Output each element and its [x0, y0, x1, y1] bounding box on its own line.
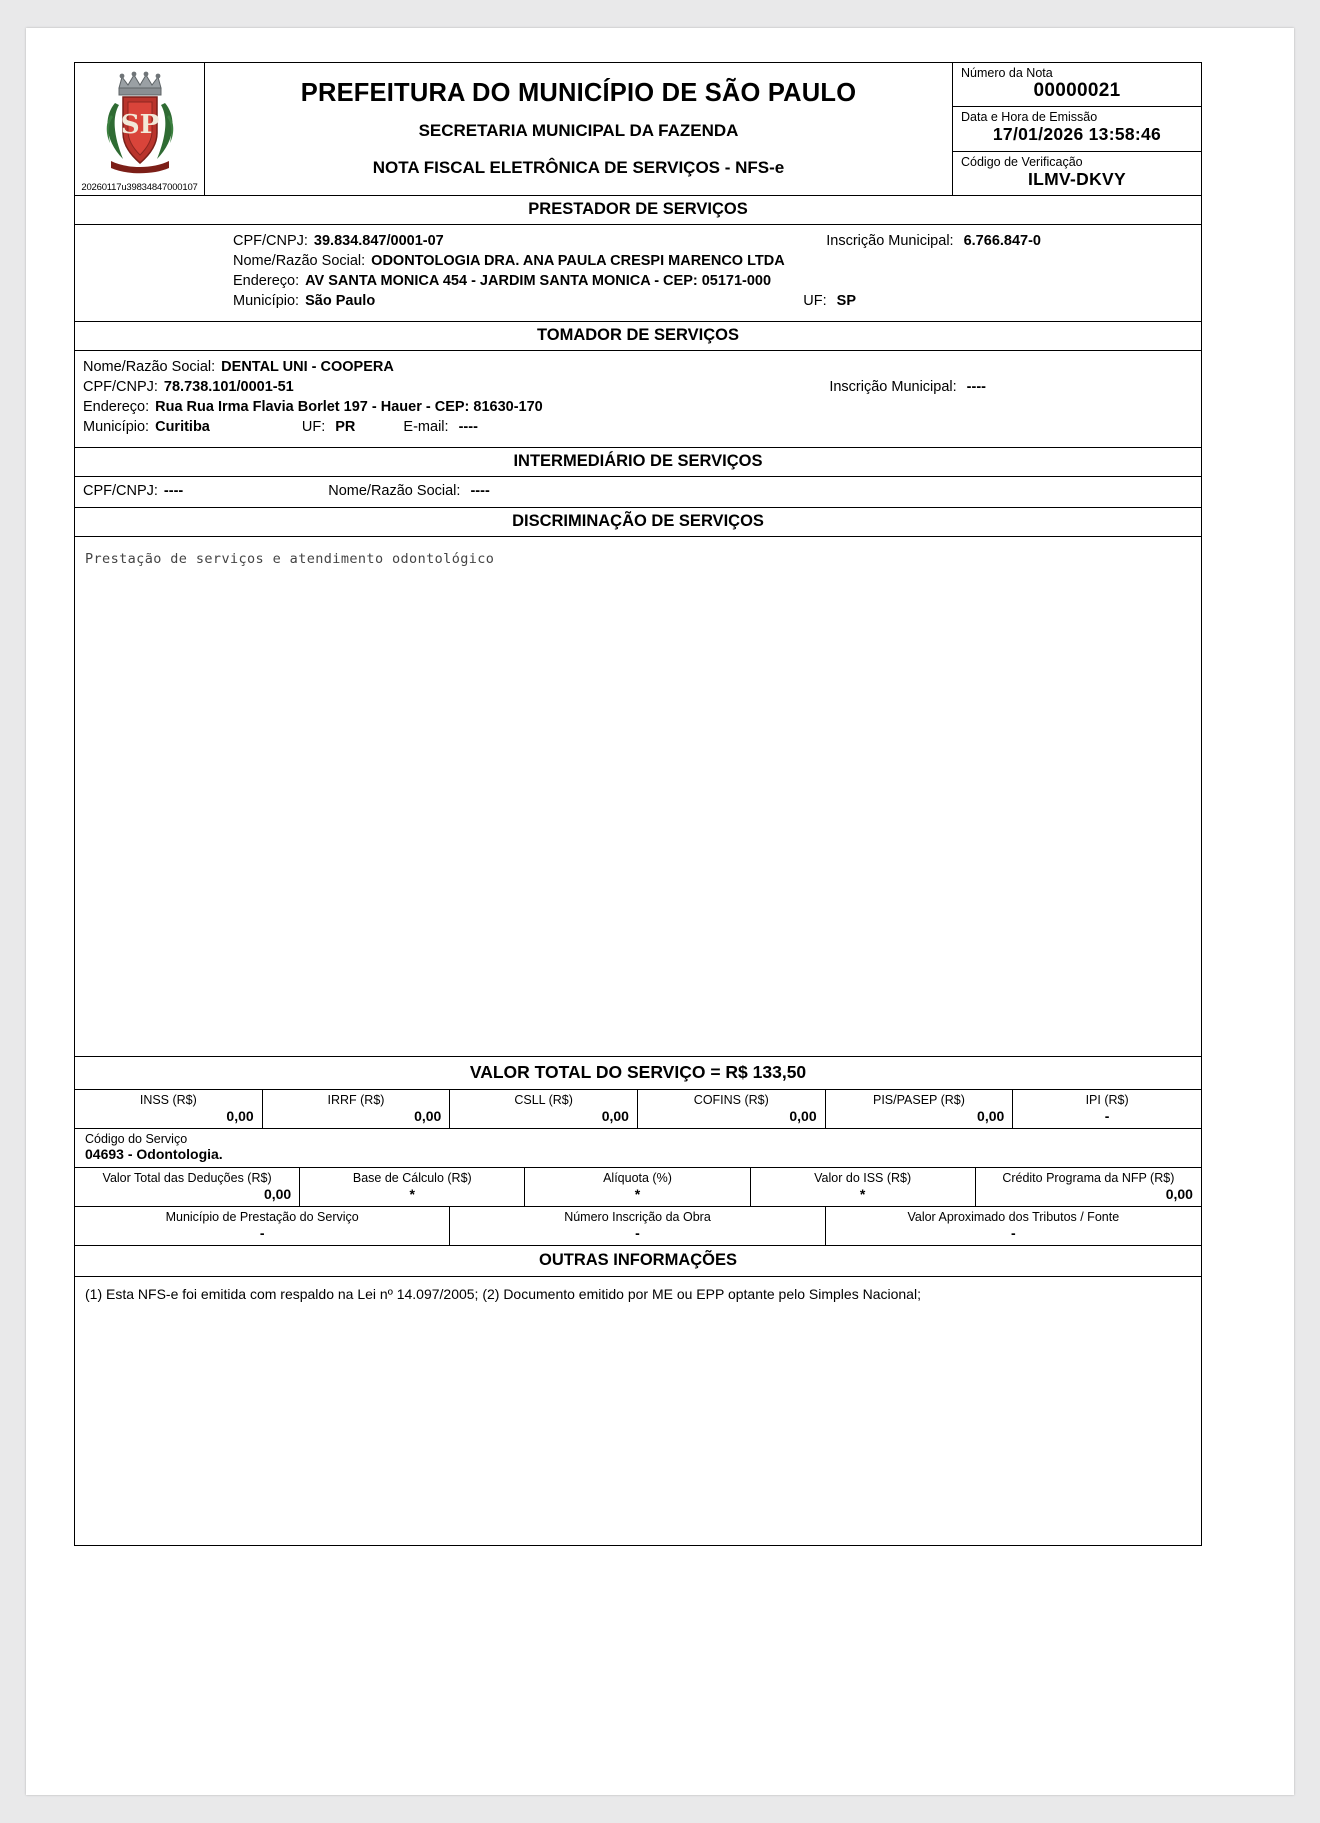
tributo-value: 0,00	[601, 1108, 629, 1124]
prestador-nome-row	[85, 251, 1191, 271]
intermediario-row	[83, 481, 1193, 501]
tomador-cnpj-label: CPF/CNPJ:	[83, 379, 158, 395]
prestador-cnpj-label: CPF/CNPJ:	[233, 233, 308, 249]
verification-code-value: ILMV-DKVY	[1028, 168, 1126, 189]
prestador-cnpj-row	[85, 231, 1191, 251]
intermediario-section	[75, 477, 1201, 508]
tributo-value: 0,00	[977, 1108, 1005, 1124]
header-title-nfse: NOTA FISCAL ELETRÔNICA DE SERVIÇOS - NFS-e	[372, 158, 785, 177]
coat-of-arms-icon	[97, 71, 183, 180]
nota-number-cell	[953, 63, 1201, 107]
calculo-cell-base	[300, 1168, 525, 1206]
header-meta	[953, 63, 1201, 195]
valor-total-servico: VALOR TOTAL DO SERVIÇO = R$ 133,50	[75, 1057, 1201, 1090]
prestador-uf-value: SP	[836, 293, 856, 309]
outras-informacoes-band: OUTRAS INFORMAÇÕES	[75, 1246, 1201, 1277]
intermediario-cnpj-label: CPF/CNPJ:	[83, 483, 158, 499]
intermediario-nome-value: ----	[470, 483, 490, 499]
calculo-value: *	[409, 1186, 415, 1202]
intermediario-cnpj-value: ----	[163, 483, 184, 499]
tomador-municipio-row	[83, 417, 1191, 437]
prestador-band: PRESTADOR DE SERVIÇOS	[75, 196, 1201, 225]
tributo-value: 0,00	[226, 1108, 254, 1124]
prestacao-cell-tributos	[826, 1207, 1201, 1245]
calculo-label: Alíquota (%)	[603, 1171, 672, 1185]
calculo-cell-iss	[751, 1168, 976, 1206]
codigo-servico-block	[75, 1129, 1201, 1168]
tomador-band: TOMADOR DE SERVIÇOS	[75, 322, 1201, 351]
tomador-municipio-label: Município:	[83, 419, 150, 435]
document-header	[75, 63, 1201, 196]
tributo-label: CSLL (R$)	[514, 1093, 573, 1107]
tomador-email-value: ----	[458, 419, 478, 435]
prestacao-value: -	[1010, 1225, 1016, 1241]
calculo-grid	[75, 1168, 1201, 1207]
calculo-label: Valor Total das Deduções (R$)	[102, 1171, 272, 1185]
tomador-uf-label: UF:	[301, 419, 326, 435]
prestacao-cell-obra	[450, 1207, 825, 1245]
prestador-municipio-row	[85, 291, 1191, 311]
calculo-label: Base de Cálculo (R$)	[352, 1171, 472, 1185]
prestador-municipio-label: Município:	[233, 293, 300, 309]
tomador-municipio-value: Curitiba	[155, 419, 210, 435]
document-barcode-text: 20260117u39834847000107	[81, 182, 198, 193]
tomador-cnpj-row	[83, 377, 1191, 397]
tributo-cell-inss	[75, 1090, 263, 1128]
prestador-inscricao-label: Inscrição Municipal:	[826, 233, 954, 249]
tributo-value: 0,00	[789, 1108, 817, 1124]
calculo-cell-aliquota	[525, 1168, 750, 1206]
prestador-nome-value: ODONTOLOGIA DRA. ANA PAULA CRESPI MARENCO LTDA	[371, 253, 785, 269]
codigo-servico-label: Código do Serviço	[85, 1132, 188, 1146]
tomador-nome-value: DENTAL UNI - COOPERA	[221, 359, 394, 375]
prestacao-value: -	[635, 1225, 640, 1241]
calculo-value: *	[634, 1186, 641, 1202]
prestador-section	[75, 225, 1201, 322]
header-title-prefeitura: PREFEITURA DO MUNICÍPIO DE SÃO PAULO	[300, 79, 857, 107]
calculo-cell-deducoes	[75, 1168, 300, 1206]
verification-code-cell	[953, 152, 1201, 195]
prestacao-label: Valor Aproximado dos Tributos / Fonte	[907, 1210, 1120, 1224]
verification-code-label: Código de Verificação	[961, 154, 1083, 169]
tomador-section	[75, 351, 1201, 448]
tributo-cell-csll	[450, 1090, 638, 1128]
tomador-cnpj-value: 78.738.101/0001-51	[163, 379, 294, 395]
nfse-sheet	[26, 28, 1294, 1795]
calculo-value: *	[859, 1186, 866, 1202]
prestador-inscricao-value: 6.766.847-0	[963, 233, 1041, 249]
calculo-value: 0,00	[1165, 1186, 1193, 1202]
prestacao-label: Número Inscrição da Obra	[564, 1210, 711, 1224]
prestacao-grid	[75, 1207, 1201, 1246]
header-titles	[205, 63, 953, 195]
intermediario-band: INTERMEDIÁRIO DE SERVIÇOS	[75, 448, 1201, 477]
calculo-label: Valor do ISS (R$)	[814, 1171, 912, 1185]
tomador-email-label: E-mail:	[403, 419, 449, 435]
svg-text:SP: SP	[120, 110, 159, 140]
emission-datetime-label: Data e Hora de Emissão	[961, 110, 1098, 125]
prestador-endereco-value: AV SANTA MONICA 454 - JARDIM SANTA MONICA - CEP: 05171-000	[305, 273, 772, 289]
tomador-uf-value: PR	[335, 419, 356, 435]
prestador-endereco-row	[85, 271, 1191, 291]
nota-number-value: 00000021	[1033, 80, 1121, 101]
tomador-nome-label: Nome/Razão Social:	[83, 359, 216, 375]
prestacao-label: Município de Prestação do Serviço	[165, 1210, 359, 1224]
prestador-uf-label: UF:	[803, 293, 827, 309]
tomador-endereco-value: Rua Rua Irma Flavia Borlet 197 - Hauer - CEP: 81630-170	[155, 399, 543, 415]
nfse-document	[74, 62, 1202, 1546]
prestador-cnpj-value: 39.834.847/0001-07	[313, 233, 444, 249]
codigo-servico-value: 04693 - Odontologia.	[85, 1146, 223, 1162]
discriminacao-text: Prestação de serviços e atendimento odontológico	[75, 537, 1201, 1057]
tributo-cell-pis-pasep	[826, 1090, 1014, 1128]
prestador-nome-label: Nome/Razão Social:	[233, 253, 366, 269]
intermediario-nome-label: Nome/Razão Social:	[328, 483, 461, 499]
nota-number-label: Número da Nota	[961, 66, 1053, 80]
tributo-value: 0,00	[414, 1108, 442, 1124]
tomador-endereco-label: Endereço:	[83, 399, 150, 415]
prestador-endereco-label: Endereço:	[233, 273, 300, 289]
tributo-value: -	[1104, 1108, 1110, 1124]
tomador-nome-row	[83, 357, 1191, 377]
tomador-endereco-row	[83, 397, 1191, 417]
calculo-value: 0,00	[263, 1186, 292, 1202]
header-logo-cell	[75, 63, 205, 195]
emission-datetime-value: 17/01/2026 13:58:46	[992, 124, 1162, 145]
discriminacao-band: DISCRIMINAÇÃO DE SERVIÇOS	[75, 508, 1201, 537]
tributo-label: COFINS (R$)	[693, 1093, 769, 1107]
tributo-label: IRRF (R$)	[327, 1093, 385, 1107]
tributo-cell-cofins	[638, 1090, 826, 1128]
tributo-label: IPI (R$)	[1085, 1093, 1129, 1107]
tomador-inscricao-value: ----	[966, 379, 986, 395]
tributo-cell-irrf	[263, 1090, 451, 1128]
calculo-cell-credito-nfp	[976, 1168, 1201, 1206]
header-title-secretaria: SECRETARIA MUNICIPAL DA FAZENDA	[418, 121, 739, 140]
prestador-municipio-value: São Paulo	[305, 293, 376, 309]
outras-informacoes-text: (1) Esta NFS-e foi emitida com respaldo na Lei nº 14.097/2005; (2) Documento emitido por ME ou EPP optante pelo Simples Nacional;	[85, 1286, 921, 1302]
prestacao-value: -	[259, 1225, 265, 1241]
tomador-inscricao-label: Inscrição Municipal:	[829, 379, 957, 395]
prestacao-cell-municipio	[75, 1207, 450, 1245]
calculo-label: Crédito Programa da NFP (R$)	[1002, 1171, 1175, 1185]
tributo-label: INSS (R$)	[139, 1093, 197, 1107]
tributo-label: PIS/PASEP (R$)	[872, 1093, 965, 1107]
emission-datetime-cell	[953, 107, 1201, 151]
tributos-federais-grid	[75, 1090, 1201, 1129]
tributo-cell-ipi	[1013, 1090, 1201, 1128]
